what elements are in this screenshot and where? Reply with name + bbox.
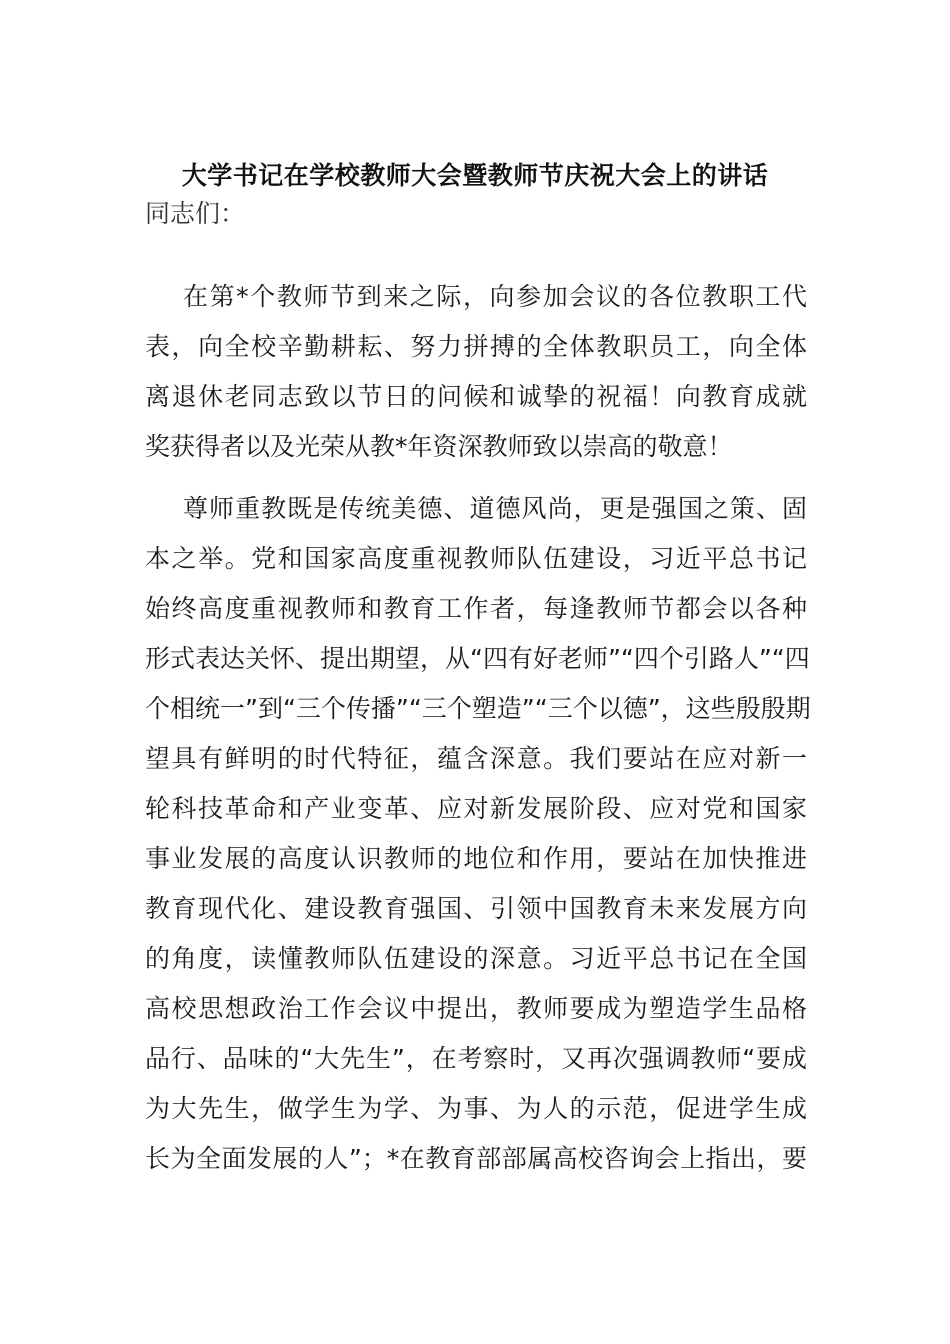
paragraph-line: 品行、品味的“大先生”，在考察时，又再次强调教师“要成 bbox=[145, 1044, 807, 1073]
paragraph-line: 表，向全校辛勤耕耘、努力拼搏的全体教职员工，向全体 bbox=[145, 332, 807, 361]
paragraph-line: 始终高度重视教师和教育工作者，每逢教师节都会以各种 bbox=[145, 594, 807, 623]
paragraph-line: 离退休老同志致以节日的问候和诚挚的祝福！向教育成就 bbox=[145, 382, 807, 411]
document-title: 大学书记在学校教师大会暨教师节庆祝大会上的讲话 bbox=[181, 161, 769, 190]
paragraph-line: 本之举。党和国家高度重视教师队伍建设，习近平总书记 bbox=[145, 544, 807, 573]
paragraph-line: 个相统一”到“三个传播”“三个塑造”“三个以德”，这些殷殷期 bbox=[145, 694, 811, 723]
paragraph-line: 在第*个教师节到来之际，向参加会议的各位教职工代 bbox=[183, 282, 807, 311]
paragraph-line: 形式表达关怀、提出期望，从“四有好老师”“四个引路人”“四 bbox=[145, 644, 810, 673]
paragraph-line: 望具有鲜明的时代特征，蕴含深意。我们要站在应对新一 bbox=[145, 744, 807, 773]
salutation: 同志们： bbox=[145, 199, 246, 228]
paragraph-line: 事业发展的高度认识教师的地位和作用，要站在加快推进 bbox=[145, 844, 807, 873]
paragraph-line: 的角度，读懂教师队伍建设的深意。习近平总书记在全国 bbox=[145, 944, 807, 973]
paragraph-line: 奖获得者以及光荣从教*年资深教师致以崇高的敬意！ bbox=[145, 432, 733, 461]
paragraph-2 bbox=[145, 484, 811, 1184]
paragraph-line: 尊师重教既是传统美德、道德风尚，更是强国之策、固 bbox=[183, 494, 807, 523]
paragraph-line: 高校思想政治工作会议中提出，教师要成为塑造学生品格 bbox=[145, 994, 807, 1023]
paragraph-1 bbox=[145, 272, 807, 472]
paragraph-line: 轮科技革命和产业变革、应对新发展阶段、应对党和国家 bbox=[145, 794, 807, 823]
paragraph-line: 为大先生，做学生为学、为事、为人的示范，促进学生成 bbox=[145, 1094, 807, 1123]
paragraph-line: 教育现代化、建设教育强国、引领中国教育未来发展方向 bbox=[145, 894, 807, 923]
paragraph-line: 长为全面发展的人”；*在教育部部属高校咨询会上指出，要 bbox=[145, 1144, 807, 1173]
